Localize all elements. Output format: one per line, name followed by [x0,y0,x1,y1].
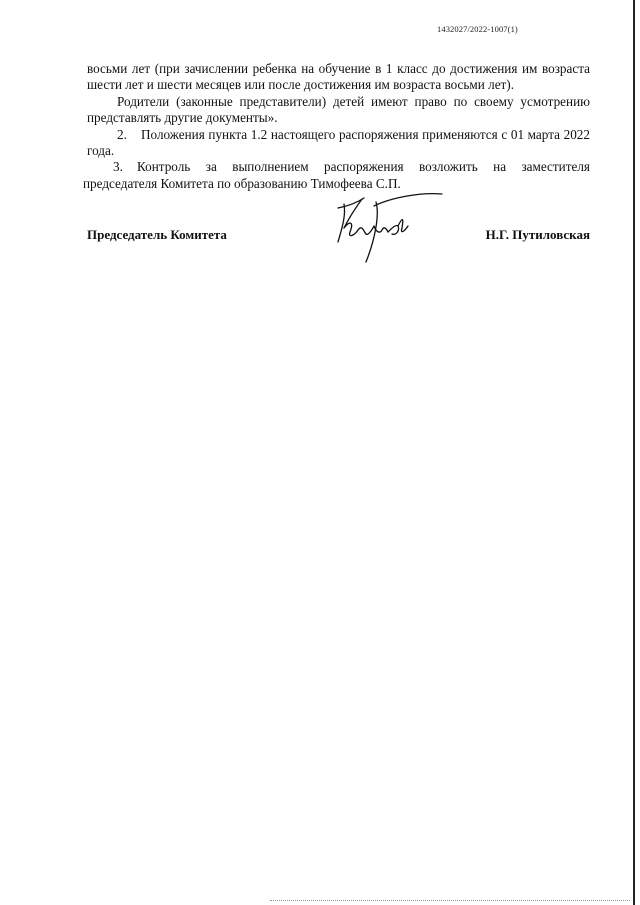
paragraph-text: Положения пункта 1.2 настоящего распоряжения применяются с 01 марта 2022 года. [87,126,590,159]
document-number: 1432027/2022-1007(1) [437,24,518,34]
signatory-title: Председатель Комитета [87,227,227,242]
page-edge-divider [633,0,635,905]
paragraph-text: восьми лет (при зачислении ребенка на обучение в 1 класс до достижения им возраста шести лет и шести месяцев или после достижения им возраста восьми лет). [87,61,590,93]
handwritten-signature-icon [330,186,450,266]
paragraph-parents-rights [87,94,590,127]
signatory-name: Н.Г. Путиловская [485,227,590,242]
document-body [83,61,590,192]
item-number: 3. [113,159,123,175]
paragraph-text: Контроль за выполнением распоряжения возложить на заместителя председателя Комитета по образованию Тимофеева С.П. [83,159,590,191]
paragraph-text: Родители (законные представители) детей имеют право по своему усмотрению представлять другие документы». [87,93,590,126]
paragraph-continuation [87,61,590,94]
paragraph-item-2 [87,127,590,160]
item-number: 2. [117,126,127,142]
bottom-dotted-line [270,900,630,901]
